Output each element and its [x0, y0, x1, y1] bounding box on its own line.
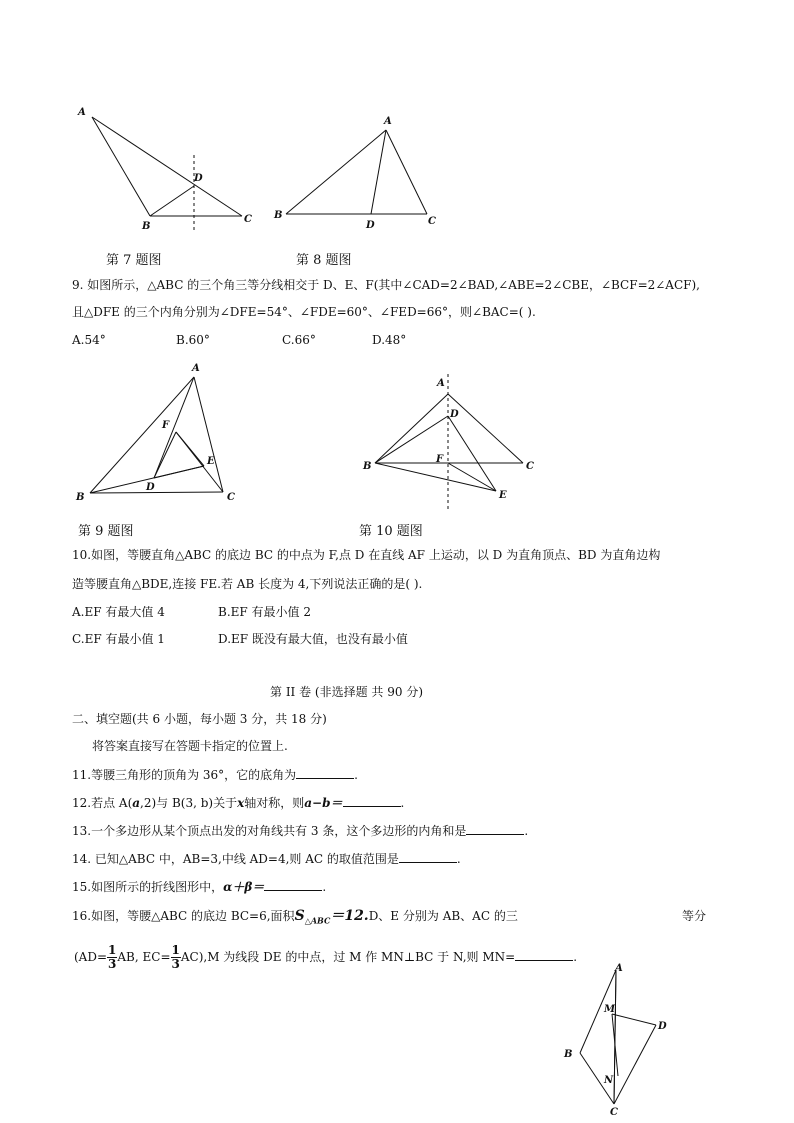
q9-option-b: B.60° [176, 333, 210, 347]
fig16-label-c: C [610, 1107, 618, 1118]
q12-a: a [132, 796, 141, 810]
q11 [72, 766, 358, 783]
fig10-label-c: C [526, 461, 534, 472]
q10-option-b: B.EF 有最小值 2 [218, 605, 311, 619]
q16-area-sub: △ABC [304, 915, 331, 926]
fig10-label-f: F [436, 454, 444, 465]
q16-fraction-1 [107, 944, 117, 971]
q11-text: 11.等腰三角形的顶角为 36°，它的底角为 [72, 768, 297, 782]
q16-line1 [72, 908, 518, 928]
q16-line2-c: AC),M 为线段 DE 的中点，过 M 作 MN⊥BC 于 N,则 MN= [180, 950, 516, 964]
q12-mid1: ,2)与 B(3, b)关于 [140, 796, 238, 810]
q15-expr: α＋β＝ [223, 880, 265, 894]
q16-tail: 等分 [682, 909, 707, 923]
fig16-label-d: D [658, 1021, 667, 1032]
figure-9 [72, 360, 247, 505]
q13-answer-blank[interactable] [466, 822, 524, 835]
fig16-label-m: M [604, 1004, 616, 1015]
q9-option-d: D.48° [372, 333, 407, 347]
q15-answer-blank[interactable] [264, 878, 322, 891]
q13-text: 13.一个多边形从某个顶点出发的对角线共有 3 条，这个多边形的内角和是 [72, 824, 467, 838]
fig7-caption: 第 7 题图 [106, 253, 162, 268]
q15-end: . [322, 880, 327, 894]
fig16-label-a: A [615, 963, 623, 974]
fig9-caption: 第 9 题图 [78, 524, 134, 539]
section2-heading: 二、填空题(共 6 小题，每小题 3 分，共 18 分) [72, 712, 327, 726]
fig7-label-b: B [142, 221, 151, 232]
fig8-caption: 第 8 题图 [296, 253, 352, 268]
q14-answer-blank[interactable] [399, 850, 457, 863]
fig16-label-b: B [564, 1049, 573, 1060]
fig8-label-a: A [384, 116, 392, 127]
fig8-label-d: D [366, 220, 375, 231]
section2-title: 第 II 卷 (非选择题 共 90 分) [270, 685, 424, 699]
q16-pre: 16.如图，等腰△ABC 的底边 BC=6,面积 [72, 909, 295, 923]
q9-option-a: A.54° [72, 333, 106, 347]
q14-text: 14. 已知△ABC 中，AB=3,中线 AD=4,则 AC 的取值范围是 [72, 852, 399, 866]
q15 [72, 878, 326, 895]
q11-end: . [354, 768, 358, 782]
q11-answer-blank[interactable] [296, 766, 354, 779]
fig9-label-e: E [207, 456, 215, 467]
q16-post: D、E 分别为 AB、AC 的三 [368, 909, 518, 923]
figure-10 [360, 370, 545, 515]
q16-frac2-den: 3 [171, 957, 180, 971]
q9-line1: 9. 如图所示，△ABC 的三个角三等分线相交于 D、E、F(其中∠CAD=2∠BAD,∠ABE=2∠CBE，∠BCF=2∠ACF), [72, 278, 700, 292]
q12-answer-blank[interactable] [343, 794, 401, 807]
fig7-label-a: A [78, 107, 86, 118]
fig9-label-f: F [162, 420, 170, 431]
fig10-label-d: D [450, 409, 459, 420]
fig9-label-d: D [146, 482, 155, 493]
q14-end: . [456, 852, 461, 866]
q16-line2-b: AB, EC= [117, 950, 171, 964]
q13-end: . [524, 824, 529, 838]
q12-expr: a−b＝ [304, 796, 343, 810]
q16-frac1-num: 1 [108, 943, 117, 957]
figure-7 [70, 95, 270, 240]
fig10-label-e: E [499, 490, 507, 501]
q16-end: . [573, 950, 578, 964]
fig7-label-d: D [194, 173, 203, 184]
figure-16 [558, 958, 678, 1118]
q10-option-c: C.EF 有最小值 1 [72, 632, 165, 646]
q15-text: 15.如图所示的折线图形中， [72, 880, 224, 894]
fig10-label-b: B [363, 461, 372, 472]
fig8-label-c: C [428, 216, 436, 227]
fig9-label-b: B [76, 492, 85, 503]
section2-instruction: 将答案直接写在答题卡指定的位置上. [92, 739, 288, 753]
q13 [72, 822, 528, 839]
q9-option-c: C.66° [282, 333, 316, 347]
q10-line1: 10.如图，等腰直角△ABC 的底边 BC 的中点为 F,点 D 在直线 AF 上运动，以 D 为直角顶点、BD 为直角边构 [72, 548, 661, 562]
fig9-label-a: A [192, 363, 200, 374]
q12-pre: 12.若点 A( [72, 796, 133, 810]
q12 [72, 794, 404, 811]
fig16-label-n: N [604, 1075, 614, 1086]
q12-x: x [237, 796, 245, 810]
q12-end: . [400, 796, 405, 810]
fig10-label-a: A [437, 378, 445, 389]
q16-frac2-num: 1 [171, 943, 180, 957]
q9-line2: 且△DFE 的三个内角分别为∠DFE=54°、∠FDE=60°、∠FED=66°，则∠BAC=( ). [72, 305, 536, 319]
q16-area-s: S [294, 908, 305, 924]
q12-mid2: 轴对称，则 [244, 796, 305, 810]
fig10-caption: 第 10 题图 [359, 524, 423, 539]
q16-frac1-den: 3 [108, 957, 117, 971]
q16-fraction-2 [171, 944, 181, 971]
fig8-label-b: B [274, 210, 283, 221]
q16-line2-a: (AD= [74, 950, 108, 964]
q14 [72, 850, 461, 867]
figure-8 [270, 110, 450, 235]
q10-option-a: A.EF 有最大值 4 [72, 605, 165, 619]
q10-line2: 造等腰直角△BDE,连接 FE.若 AB 长度为 4,下列说法正确的是( ). [72, 577, 423, 591]
q16-line2 [74, 937, 577, 977]
fig9-label-c: C [227, 492, 235, 503]
fig7-label-c: C [244, 214, 252, 225]
q10-option-d: D.EF 既没有最大值，也没有最小值 [218, 632, 408, 646]
q16-area-val: ＝12. [330, 908, 369, 924]
